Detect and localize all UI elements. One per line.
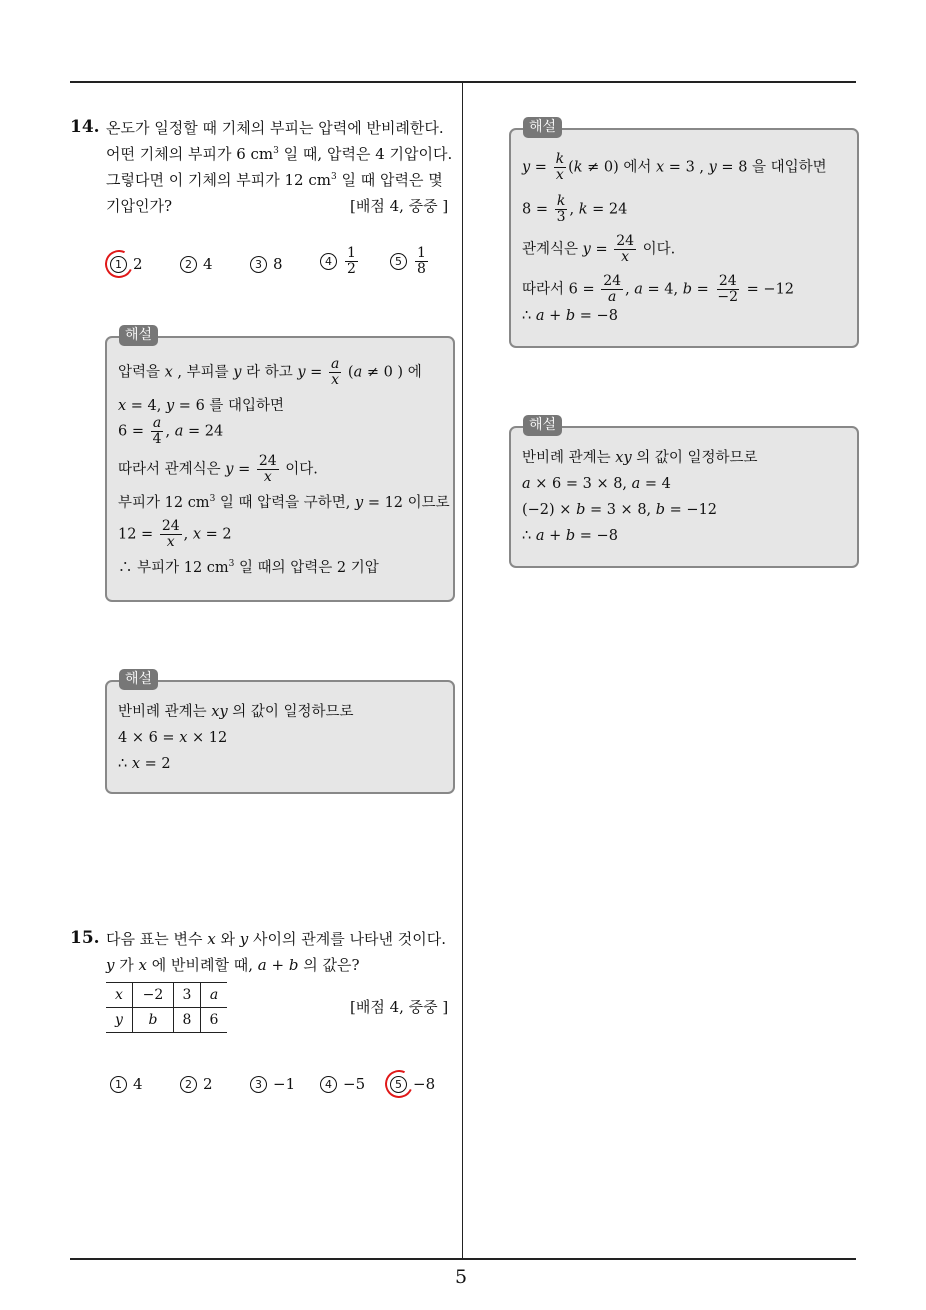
question-text-line: 다음 표는 변수 x 와 y 사이의 관계를 나타낸 것이다. [106, 930, 446, 948]
solution-line: 관계식은 y = $\frac{24}{x}$ 이다. [522, 233, 676, 265]
choice-3[interactable]: 3 −1 [250, 1075, 295, 1093]
solution-tag: 해설 [523, 117, 562, 138]
solution-line: 12 = $\frac{24}{x}$ , x = 2 [118, 518, 232, 550]
value-table [106, 982, 227, 1033]
table-cell: −2 [133, 983, 174, 1008]
solution-tag: 해설 [119, 669, 158, 690]
score-label: [배점 4, 중중 ] [350, 197, 449, 215]
column-divider [462, 83, 463, 1260]
answer-mark [101, 246, 137, 282]
solution-line: 4 × 6 = x × 12 [118, 730, 228, 746]
question-text-line: 온도가 일정할 때 기체의 부피는 압력에 반비례한다. [106, 119, 444, 137]
page-number: 5 [455, 1266, 468, 1288]
solution-line: a × 6 = 3 × 8, a = 4 [522, 476, 671, 492]
table-cell: 3 [174, 983, 201, 1008]
bottom-rule [70, 1258, 856, 1260]
table-cell: 8 [174, 1008, 201, 1033]
solution-line: 따라서 관계식은 y = $\frac{24}{x}$ 이다. [118, 453, 318, 485]
table-cell: x [106, 983, 133, 1008]
solution-line: x = 4, y = 6 를 대입하면 [118, 398, 285, 414]
answer-mark [381, 1066, 417, 1102]
solution-line: (−2) × b = 3 × 8, b = −12 [522, 502, 718, 518]
solution-tag: 해설 [119, 325, 158, 346]
choice-4[interactable]: 4 $\frac{1}{2}$ [320, 246, 360, 277]
solution-line: y = $\frac{k}{x}$ (k ≠ 0) 에서 x = 3 , y = 8 을 대입하면 [522, 151, 827, 183]
question-text-line: 기압인가? [106, 197, 173, 215]
choice-2[interactable]: 2 4 [180, 255, 213, 273]
question-text-line: y 가 x 에 반비례할 때, a + b 의 값은? [106, 956, 360, 974]
score-label: [배점 4, 중중 ] [350, 998, 449, 1016]
solution-line: ∴ 부피가 12 $cm^3$ 일 때의 압력은 2 기압 [118, 559, 379, 576]
solution-tag: 해설 [523, 415, 562, 436]
solution-line: 부피가 12 $cm^3$ 일 때 압력을 구하면, y = 12 이므로 [118, 494, 450, 511]
table-cell: a [201, 983, 228, 1008]
question-text-line: 어떤 기체의 부피가 6 $cm^3$ 일 때, 압력은 4 기압이다. [106, 145, 453, 163]
solution-line: 압력을 x , 부피를 y 라 하고 y = $\frac{a}{x}$ (a ≠ 0 ) 에 [118, 356, 422, 388]
choice-5[interactable]: 5 −8 [390, 1075, 435, 1093]
table-cell: y [106, 1008, 133, 1033]
table-cell: b [133, 1008, 174, 1033]
choice-1[interactable]: 1 2 [110, 255, 143, 273]
solution-line: 8 = $\frac{k}{3}$ , k = 24 [522, 193, 628, 225]
solution-line: 따라서 6 = $\frac{24}{a}$ , a = 4, b = $\frac{24}{-2}$ = −12 [522, 273, 795, 305]
choice-1[interactable]: 1 4 [110, 1075, 143, 1093]
choice-5[interactable]: 5 $\frac{1}{8}$ [390, 246, 430, 277]
solution-line: 6 = $\frac{a}{4}$ , a = 24 [118, 415, 224, 447]
choice-4[interactable]: 4 −5 [320, 1075, 365, 1093]
choice-3[interactable]: 3 8 [250, 255, 283, 273]
solution-line: ∴ a + b = −8 [522, 528, 618, 544]
solution-line: 반비례 관계는 xy 의 값이 일정하므로 [522, 450, 758, 466]
solution-line: 반비례 관계는 xy 의 값이 일정하므로 [118, 704, 354, 720]
table-cell: 6 [201, 1008, 228, 1033]
question-text-line: 그렇다면 이 기체의 부피가 12 $cm^3$ 일 때 압력은 몇 [106, 171, 443, 189]
question-number: 15. [70, 928, 100, 948]
choice-2[interactable]: 2 2 [180, 1075, 213, 1093]
solution-line: ∴ a + b = −8 [522, 308, 618, 324]
solution-line: ∴ x = 2 [118, 756, 171, 772]
question-number: 14. [70, 117, 100, 137]
